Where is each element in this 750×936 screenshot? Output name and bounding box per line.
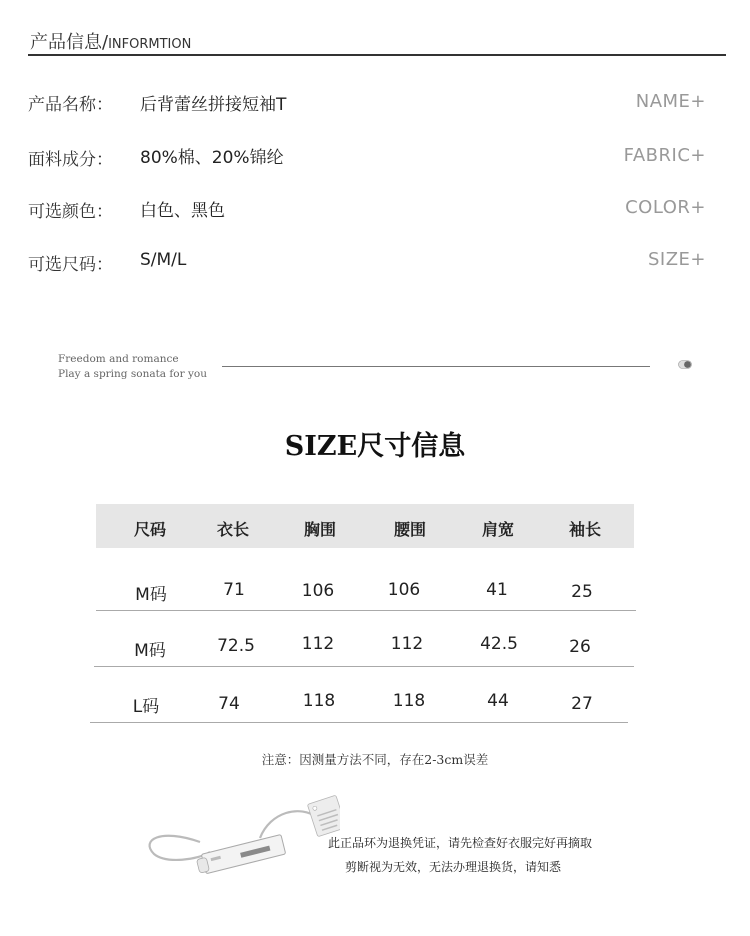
table-cell: 72.5 (217, 636, 255, 656)
row-divider (94, 666, 634, 667)
fabric-value: 80%棉、20%锦纶 (140, 148, 284, 168)
table-header-bar (96, 504, 634, 548)
size-label: 可选尺码： (28, 255, 113, 275)
tag-notice-line-2: 剪断视为无效，无法办理退换货，请知悉 (345, 860, 562, 874)
row-divider (90, 722, 628, 723)
table-cell: 106 (387, 580, 421, 600)
color-label: 可选颜色： (28, 202, 113, 222)
size-tag: SIZE+ (647, 249, 706, 270)
slogan-line-2: Play a spring sonata for you (58, 368, 207, 380)
slogan (58, 352, 207, 382)
header-sleeve: 袖长 (568, 520, 602, 539)
header-chest: 胸围 (303, 520, 337, 539)
color-tag: COLOR+ (625, 197, 706, 218)
toggle-dot-icon (678, 360, 692, 369)
header-waist: 腰围 (393, 520, 427, 539)
name-label: 产品名称： (28, 95, 113, 115)
table-cell: L码 (132, 697, 160, 717)
size-value: S/M/L (140, 250, 187, 270)
color-value: 白色、黑色 (140, 201, 225, 221)
decorative-line (222, 366, 650, 367)
section-title-cn: 产品信息/ (30, 32, 109, 53)
security-tag-icon (140, 790, 340, 880)
row-divider (96, 610, 636, 611)
slogan-line-1: Freedom and romance (58, 353, 179, 365)
table-cell: 71 (223, 580, 245, 600)
table-cell: 112 (301, 634, 335, 654)
tag-notice-line-1: 此正品环为退换凭证，请先检查好衣服完好再摘取 (328, 836, 593, 850)
header-shoulder: 肩宽 (481, 520, 515, 539)
name-tag: NAME+ (635, 91, 706, 112)
table-cell: 118 (392, 691, 426, 711)
table-cell: 26 (569, 637, 591, 657)
table-cell: 25 (571, 582, 593, 602)
table-cell: 106 (301, 581, 335, 601)
header-length: 衣长 (216, 520, 250, 539)
header-size: 尺码 (133, 520, 167, 539)
table-cell: M码 (134, 641, 166, 661)
table-cell: 44 (487, 691, 509, 711)
fabric-tag: FABRIC+ (623, 145, 706, 166)
measurement-note: 注意：因测量方法不同，存在2-3cm误差 (261, 752, 489, 767)
table-cell: 74 (218, 694, 240, 714)
table-cell: 112 (390, 634, 424, 654)
table-cell: 118 (302, 691, 336, 711)
section-divider (28, 54, 726, 56)
table-cell: 27 (571, 694, 593, 714)
fabric-label: 面料成分： (28, 150, 113, 170)
section-title-en: INFORMTION (108, 37, 192, 52)
table-cell: M码 (135, 585, 167, 605)
size-table-title: SIZE尺寸信息 (284, 431, 466, 462)
name-value: 后背蕾丝拼接短袖T (140, 95, 287, 115)
table-cell: 41 (486, 580, 508, 600)
section-title (30, 28, 191, 54)
table-cell: 42.5 (480, 634, 518, 654)
